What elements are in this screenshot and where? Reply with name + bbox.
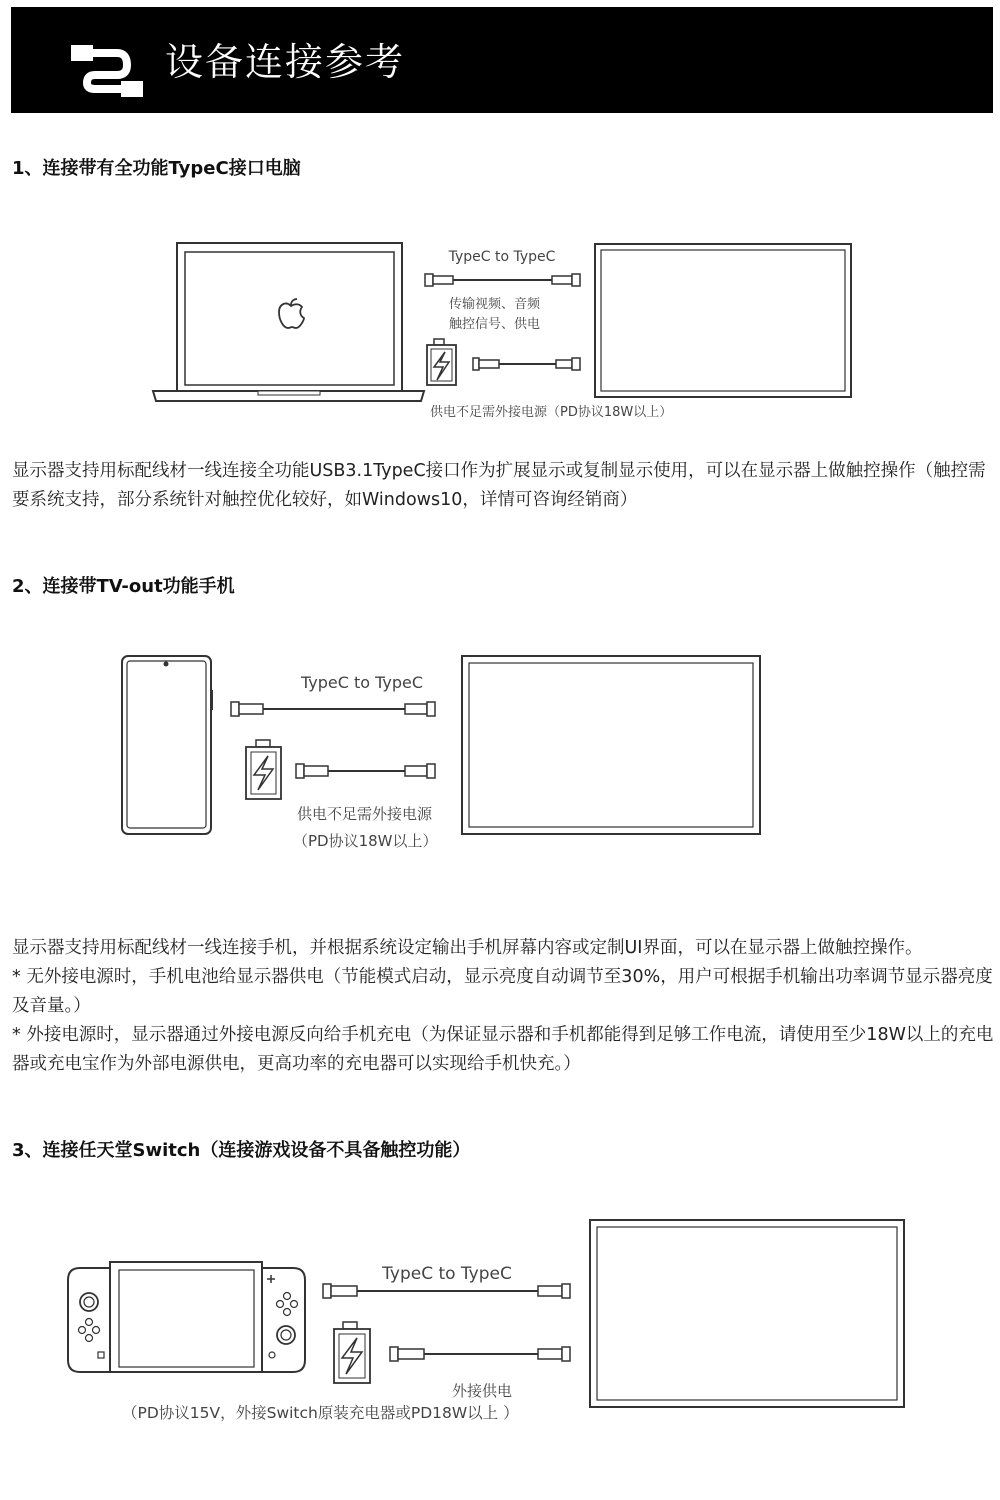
power-note-2: （PD协议18W以上） [293, 832, 438, 850]
section2-title: 2、连接带TV-out功能手机 [12, 576, 235, 597]
battery-charge-icon [334, 1322, 370, 1383]
cable-label: TypeC to TypeC [300, 673, 424, 692]
section2-text: 显示器支持用标配线材一线连接手机，并根据系统设定输出手机屏幕内容或定制UI界面，可以在显示器上做触控操作。 * 无外接电源时，手机电池给显示器供电（节能模式启动，显示亮度自动调节至30%，用户可根据手机输出功率调节显示器亮度及音量。） * 外接电源时，显示器通过外接电源反向给手机充电（为保证显示器和手机都能得到足够工作电流，请使用至少18W以上的充电器或充电宝作为外部电源供电，更高功率的充电器可以实现给手机快充。） [12, 938, 994, 1074]
power-note-1: 供电不足需外接电源 [297, 805, 433, 823]
signal-label-2: 触控信号、供电 [449, 317, 541, 332]
power-cable-icon [390, 1347, 570, 1361]
section1-text: 显示器支持用标配线材一线连接全功能USB3.1TypeC接口作为扩展显示或复制显示使用，可以在显示器上做触控操作（触控需要系统支持，部分系统针对触控优化较好，如Windows10，详情可咨询经销商） [12, 461, 986, 510]
cable-label: TypeC to TypeC [448, 249, 556, 265]
section3-title: 3、连接任天堂Switch（连接游戏设备不具备触控功能） [12, 1140, 471, 1161]
cable-label: TypeC to TypeC [382, 1264, 512, 1284]
power-label: 外接供电 [452, 1382, 513, 1400]
power-note: （PD协议15V，外接Switch原装充电器或PD18W以上 ） [122, 1404, 519, 1422]
typec-cable-icon [323, 1284, 570, 1298]
page-title: 设备连接参考 [165, 40, 406, 84]
game-console-icon [68, 1262, 305, 1372]
power-note: 供电不足需外接电源（PD协议18W以上） [430, 405, 673, 420]
portable-monitor-icon [590, 1220, 904, 1407]
section1-title: 1、连接带有全功能TypeC接口电脑 [12, 158, 301, 179]
signal-label-1: 传输视频、音频 [449, 297, 541, 312]
